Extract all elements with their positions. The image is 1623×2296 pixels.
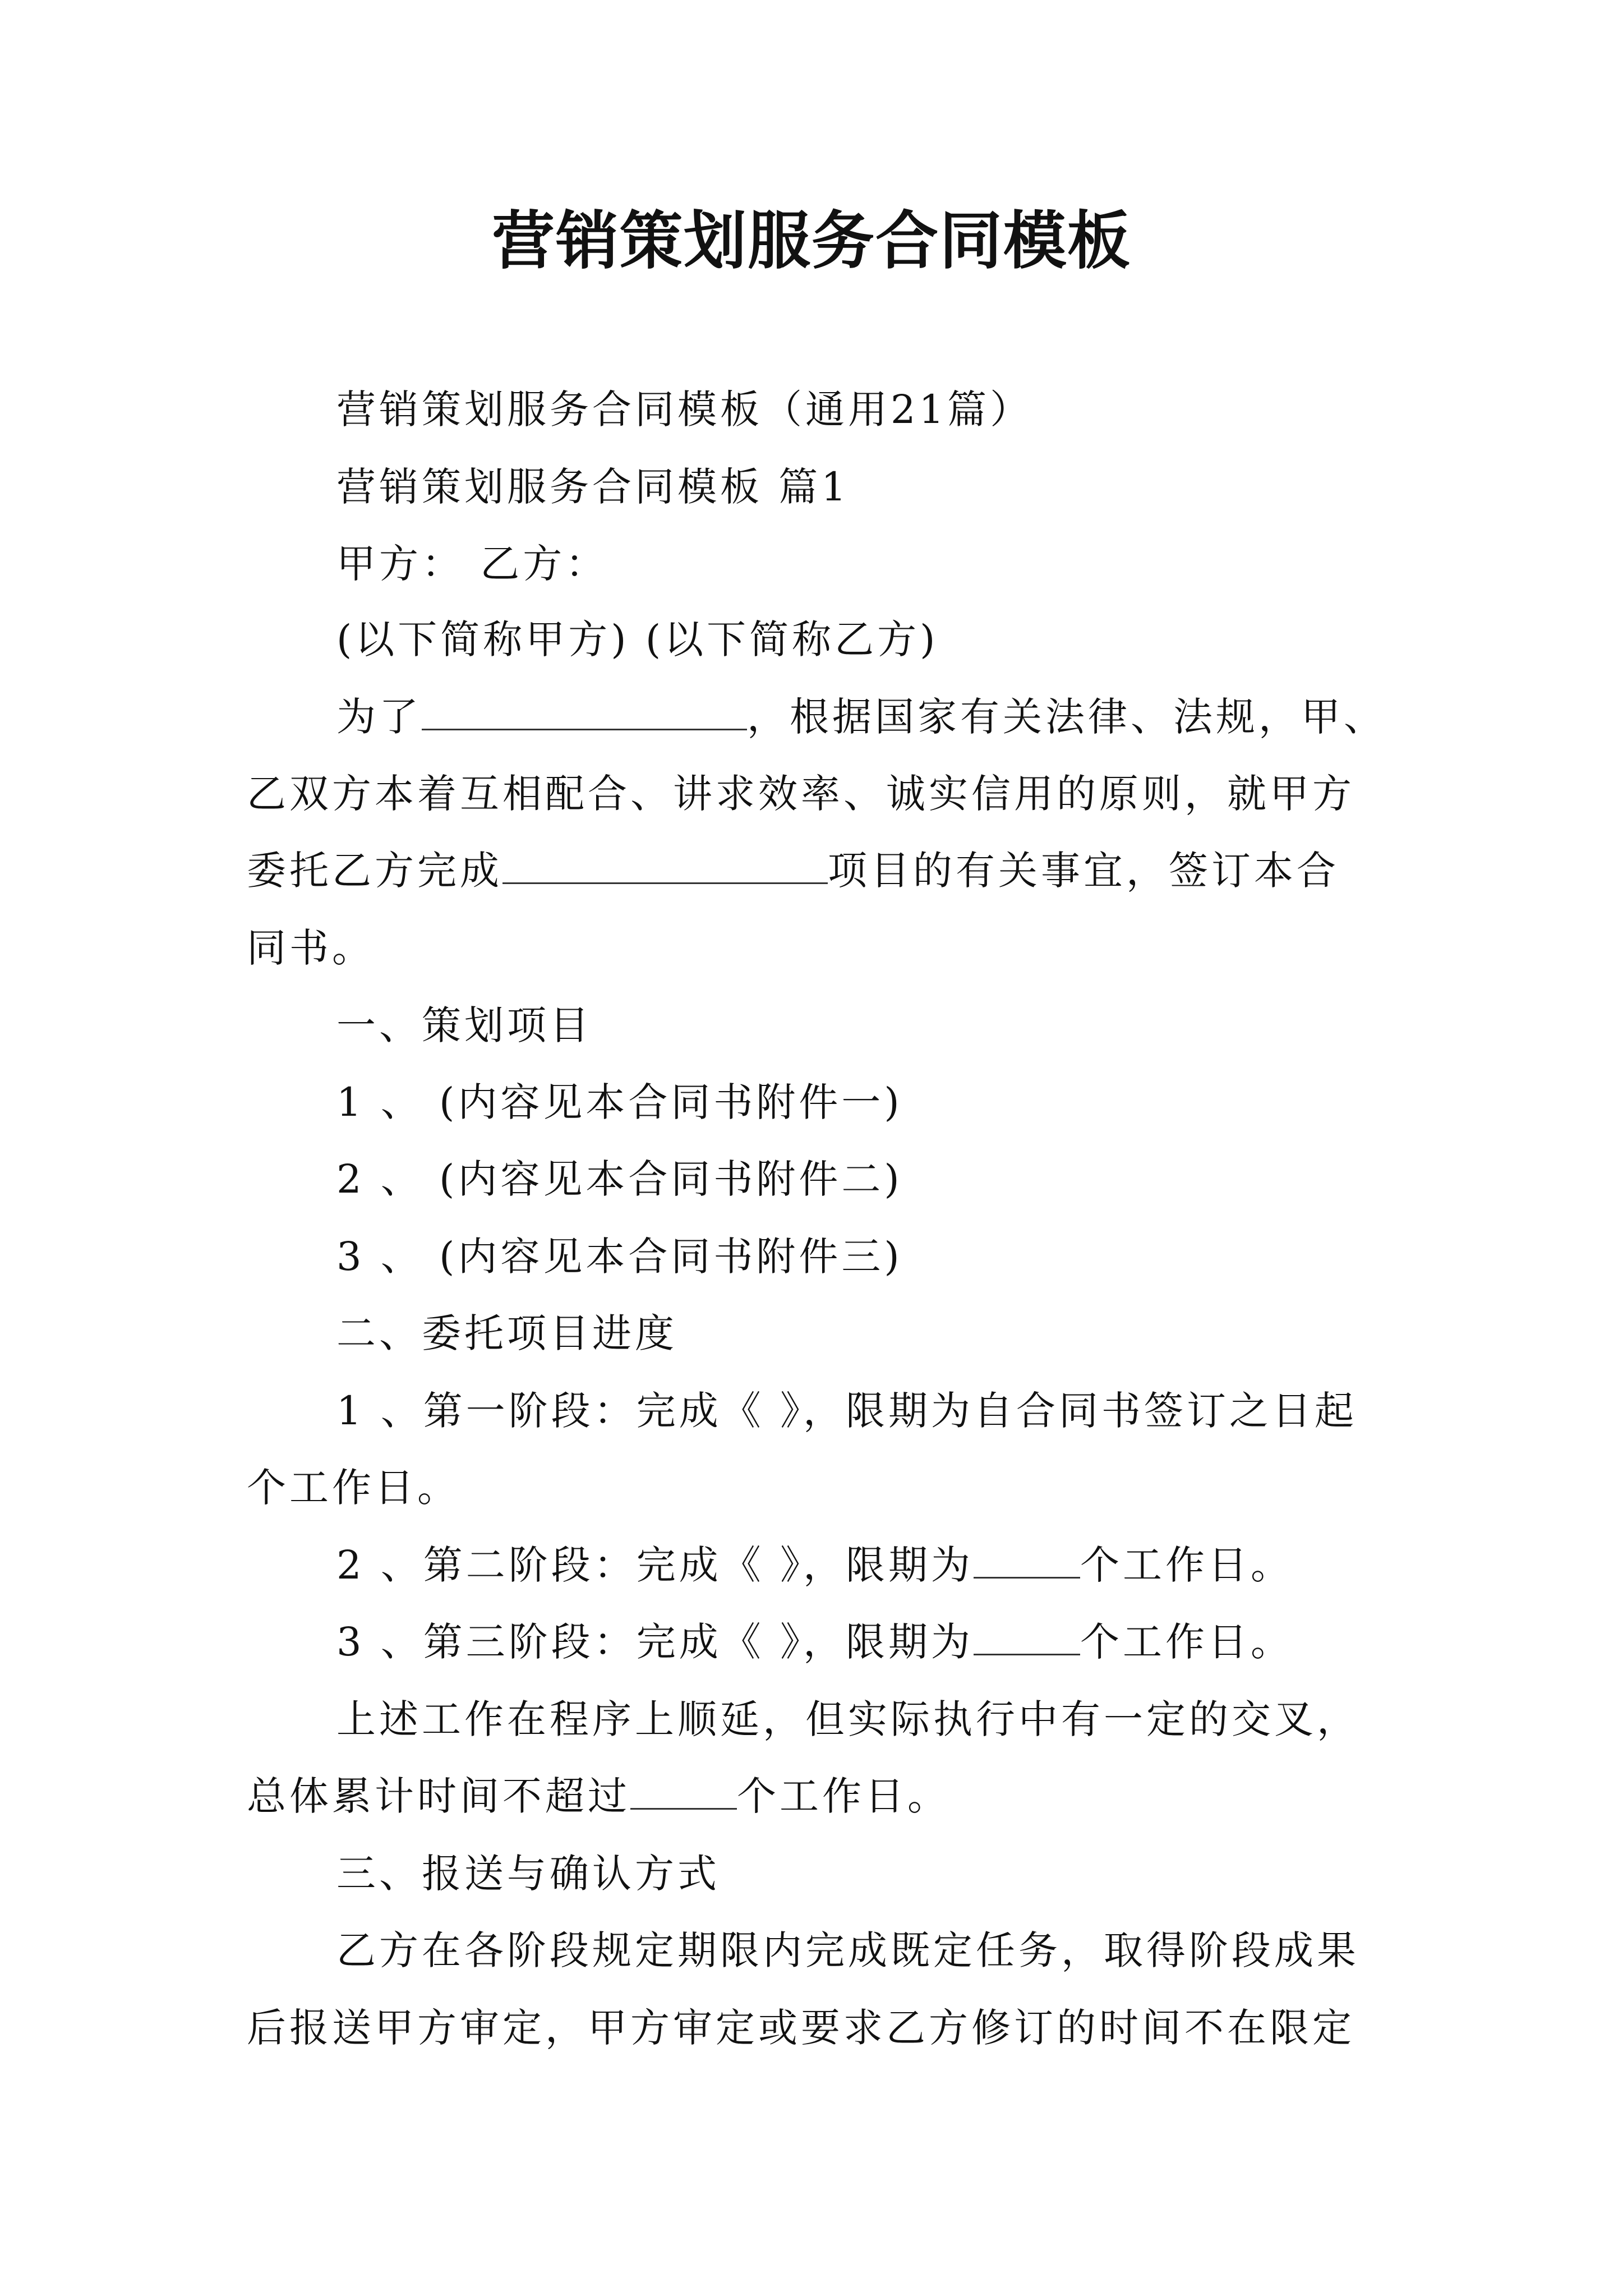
intro-line-1 [336,689,1492,745]
intro-line-3 [247,843,1402,899]
intro-text: 项目的有关事宜，签订本合 [828,848,1339,894]
item-text: 2 、第二阶段：完成《 》，限期为 [336,1542,974,1588]
section-2-item-2 [336,1537,1492,1593]
intro-line-4: 同书。 [247,925,375,971]
section-2-item-1-line-2: 个工作日。 [247,1465,460,1511]
section-2-item-3 [336,1614,1492,1670]
fill-blank [630,1769,737,1810]
section-2-item-1-line-1: 1 、第一阶段：完成《 》，限期为自合同书签订之日起 [336,1388,1358,1434]
fill-blank [502,843,828,884]
intro-line-2: 乙双方本着互相配合、讲求效率、诚实信用的原则，就甲方 [247,771,1355,817]
item-text: 个工作日。 [1080,1619,1294,1665]
intro-text: 为了 [336,694,422,740]
document-subtitle: 营销策划服务合同模板（通用21篇） [336,386,1033,432]
section-3-paragraph-line-1: 乙方在各阶段规定期限内完成既定任务，取得阶段成果 [336,1927,1359,1973]
section-2-note-line-1: 上述工作在程序上顺延，但实际执行中有一定的交叉， [336,1696,1359,1742]
item-text: 3 、第三阶段：完成《 》，限期为 [336,1619,974,1665]
section-2-note-line-2 [247,1768,1402,1824]
section-3-heading: 三、报送与确认方式 [336,1851,720,1897]
section-1-item: 3 、 (内容见本合同书附件三) [336,1234,903,1280]
note-text: 总体累计时间不超过 [247,1773,630,1819]
intro-text: ，根据国家有关法律、法规，甲、 [747,694,1386,740]
fill-blank [974,1538,1080,1579]
fill-blank [422,689,747,730]
section-1-heading: 一、策划项目 [336,1002,592,1048]
fill-blank [974,1614,1080,1655]
section-3-paragraph-line-2: 后报送甲方审定，甲方审定或要求乙方修订的时间不在限定 [247,2005,1355,2051]
note-text: 个工作日。 [737,1773,950,1819]
section-2-heading: 二、委托项目进度 [336,1310,677,1356]
aliases-line: (以下简称甲方) (以下简称乙方) [336,616,939,662]
section-1-item: 1 、 (内容见本合同书附件一) [336,1079,903,1125]
section-1-item: 2 、 (内容见本合同书附件二) [336,1156,903,1202]
parties-line: 甲方： 乙方： [336,541,608,587]
intro-text: 委托乙方完成 [247,848,502,894]
document-title: 营销策划服务合同模板 [492,205,1131,278]
item-text: 个工作日。 [1080,1542,1294,1588]
chapter-heading: 营销策划服务合同模板 篇1 [336,464,850,510]
